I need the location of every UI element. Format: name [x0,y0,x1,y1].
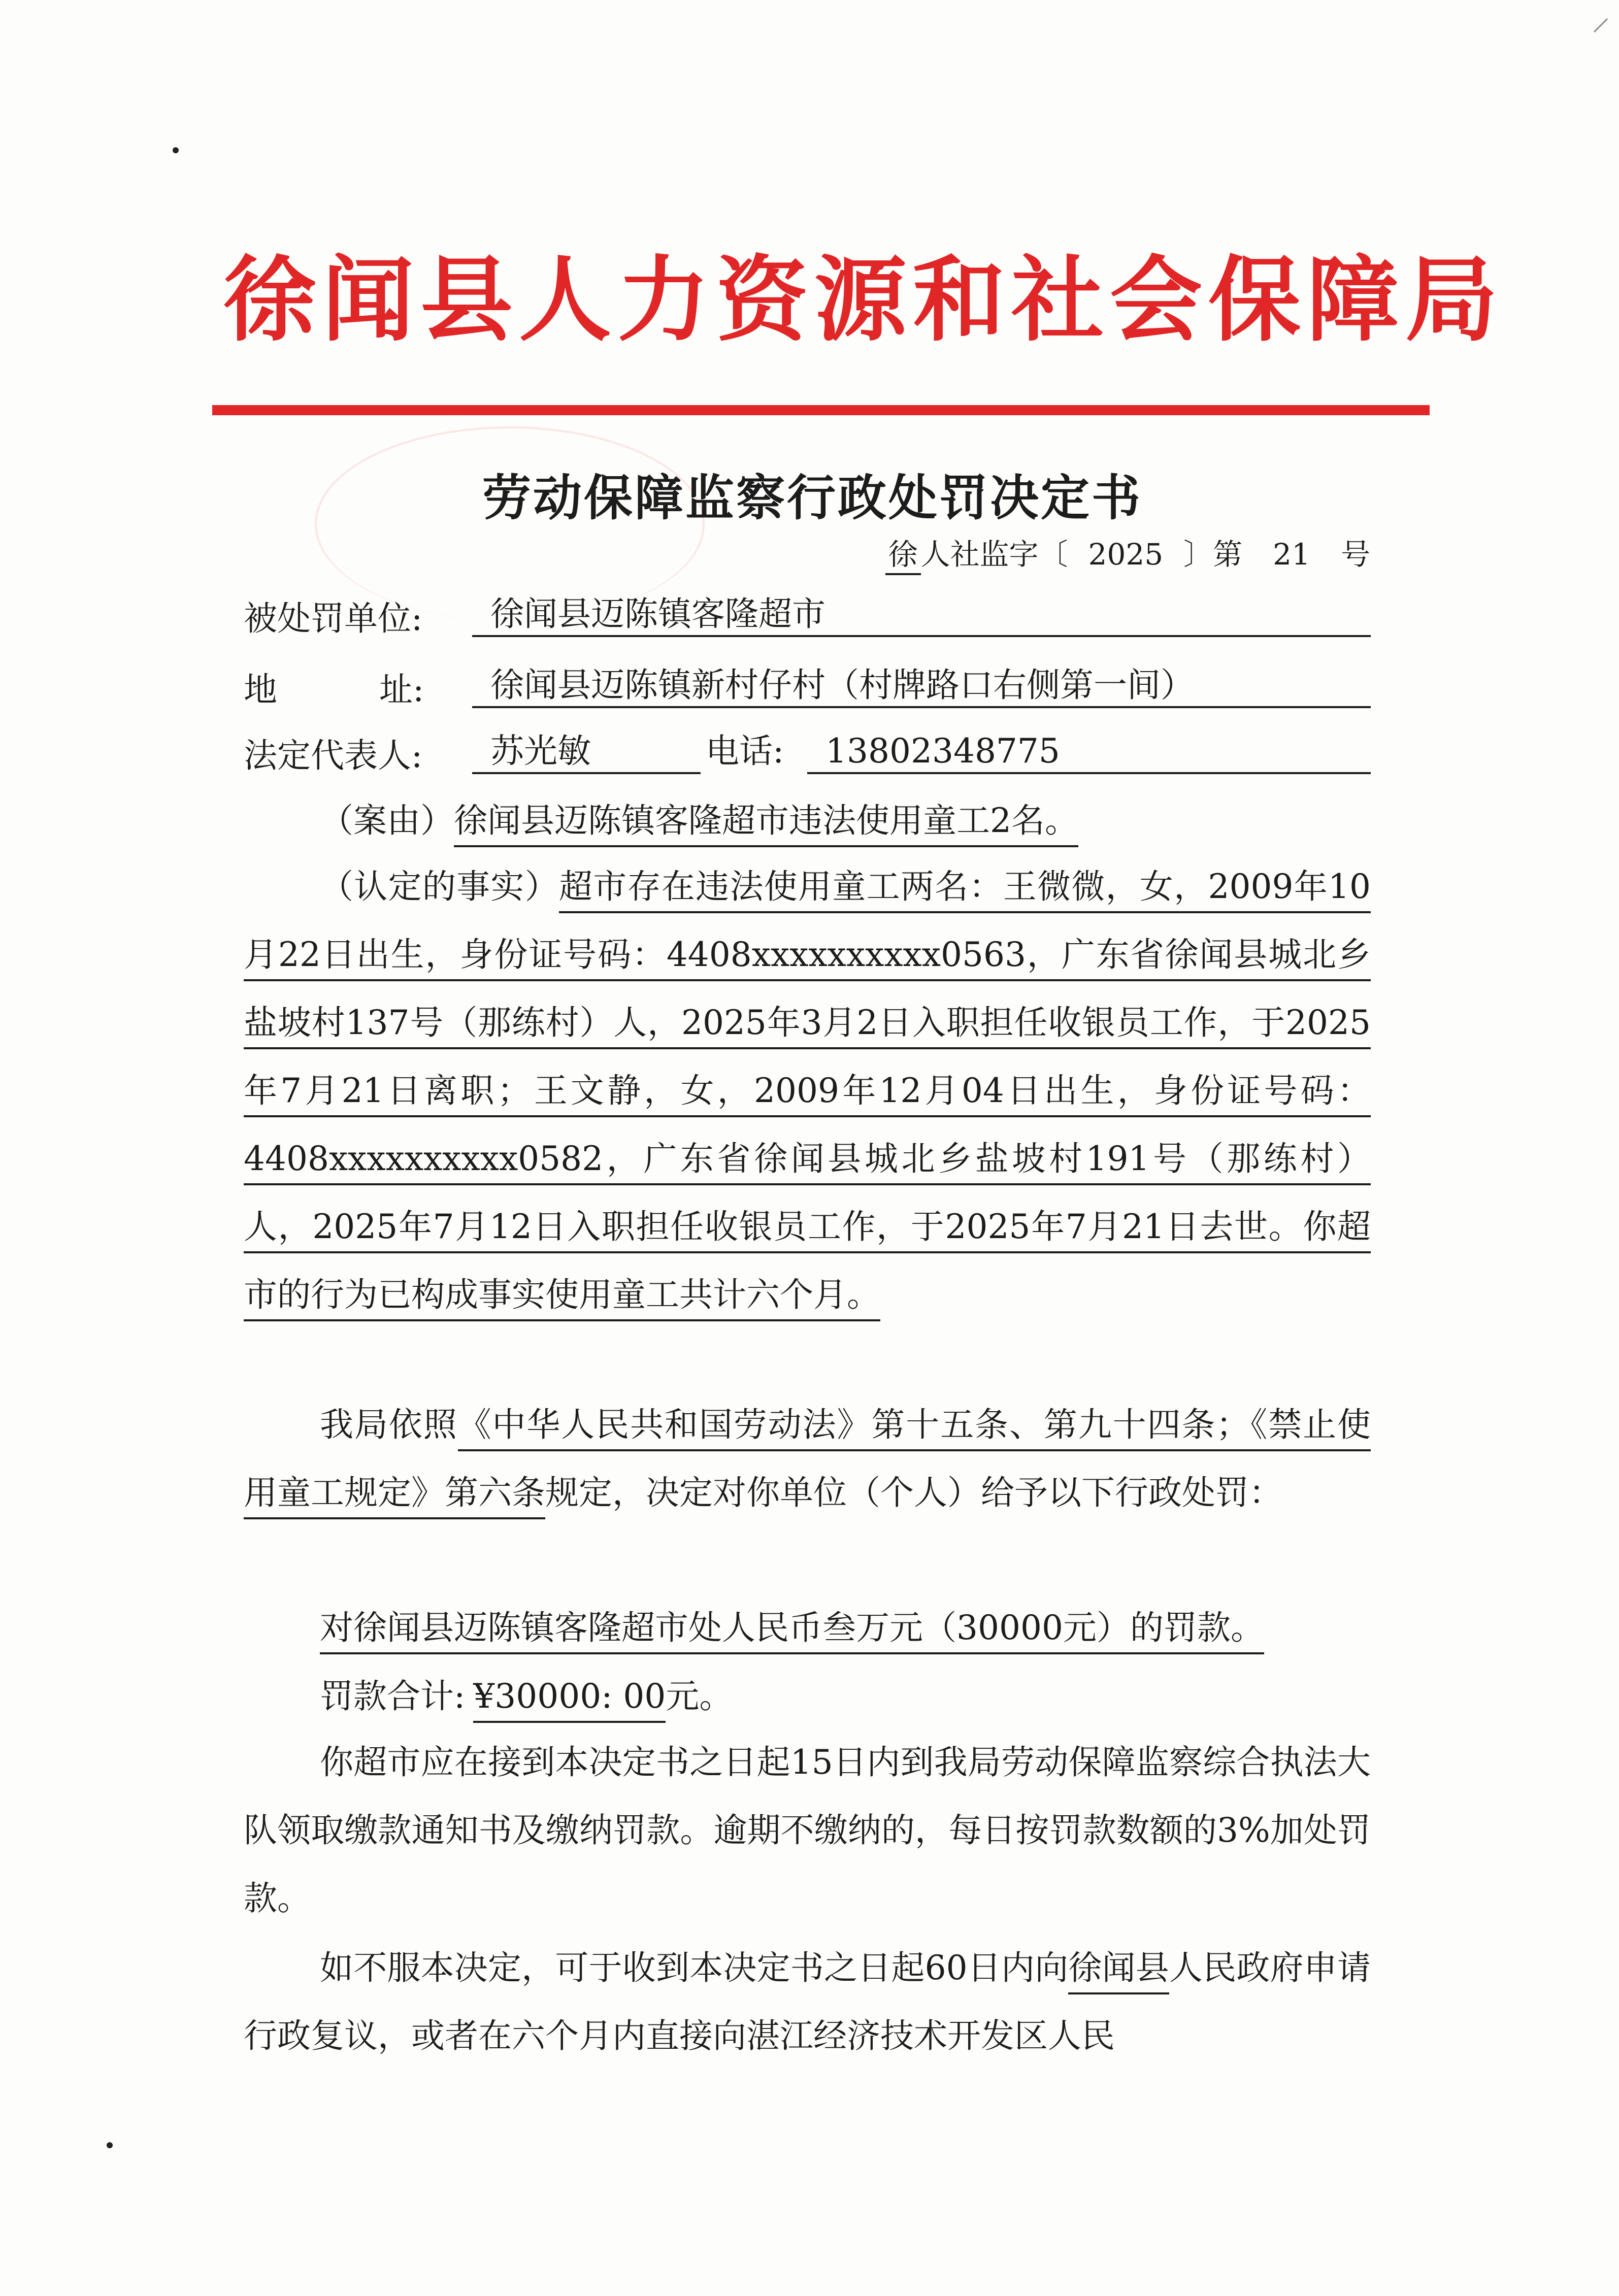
total-value: ¥30000: 00 [473,1677,666,1723]
cause-paragraph [244,787,1371,855]
facts-paragraph [244,853,1371,1329]
basis-rest: 规定，决定对你单位（个人）给予以下行政处罚： [545,1473,1282,1512]
document-number [885,530,1370,575]
agency-letterhead: 徐闻县人力资源和社会保障局 [223,245,1504,354]
doc-seq: 21 [1273,537,1310,572]
address-row [244,662,1194,711]
corner-mark [1593,18,1608,33]
cause-text: 徐闻县迈陈镇客隆超市违法使用童工2名。 [454,801,1078,847]
doc-suffix: 号 [1340,537,1370,572]
facts-label: （认定的事实） [320,867,559,906]
rep-label: 法定代表人: [244,736,423,775]
address-label-b: 址: [379,670,424,709]
address-label-a: 地 [244,670,277,709]
facts-text: 超市存在违法使用童工两名：王微微，女，2009年10月22日出生，身份证号码：4408xxxxxxxxxx0563，广东省徐闻县城北乡盐坡村137号（那练村）人，2025年3月2日入职担任收银员工作，于2025年7月21日离职；王文静，女，2009年12月04日出生，身份证号码：4408xxxxxxxxxx0582，广东省徐闻县城北乡盐坡村191号（那练村）人，2025年7月12日入职担任收银员工作，于2025年7月21日去世。你超市的行为已构成事实使用童工共计六个月。 [244,867,1371,1321]
penalty-paragraph [244,1594,1371,1662]
rep-value: 苏光敏 [472,728,701,774]
payment-paragraph: 你超市应在接到本决定书之日起15日内到我局劳动保障监察综合执法大队领取缴款通知书及缴纳罚款。逾期不缴纳的，每日按罚款数额的3%加处罚款。 [244,1743,1371,1918]
cause-label: （案由） [320,801,454,840]
total-unit: 元。 [666,1677,733,1716]
unit-label: 被处罚单位: [244,599,423,638]
doc-year: 2025 [1088,537,1164,572]
appeal-place: 徐闻县 [1068,1948,1169,1994]
phone-label: 电话: [706,731,784,771]
doc-close: 〕第 [1183,537,1243,572]
total-paragraph [244,1662,1371,1731]
total-label: 罚款合计: [320,1677,466,1716]
scan-speck [107,2142,113,2148]
representative-row [244,728,1060,777]
basis-paragraph [244,1391,1371,1527]
unit-value: 徐闻县迈陈镇客隆超市 [472,591,1371,637]
letterhead-red-rule [212,405,1430,415]
appeal-paragraph [244,1934,1371,2070]
basis-laws: 《中华人民共和国劳动法》第十五条、第九十四条；《禁止使用童工规定》第六条 [244,1405,1371,1519]
address-value: 徐闻县迈陈镇新村仔村（村牌路口右侧第一间） [472,662,1371,708]
doc-middle: 人社监字〔 [920,537,1068,572]
doc-prefix: 徐 [885,530,921,575]
penalty-text: 对徐闻县迈陈镇客隆超市处人民币叁万元（30000元）的罚款。 [320,1608,1264,1654]
appeal-text-b: 人民政府申请行政复议，或者在六个月内直接向湛江经济技术开发区人民 [244,1948,1371,2055]
document-title: 劳动保障监察行政处罚决定书 [482,469,1142,526]
penalized-unit-row [244,591,825,640]
scan-speck [173,147,179,153]
appeal-text-a: 如不服本决定，可于收到本决定书之日起60日内向 [320,1948,1069,1987]
phone-value: 13802348775 [807,728,1371,774]
basis-intro: 我局依照 [320,1405,458,1444]
